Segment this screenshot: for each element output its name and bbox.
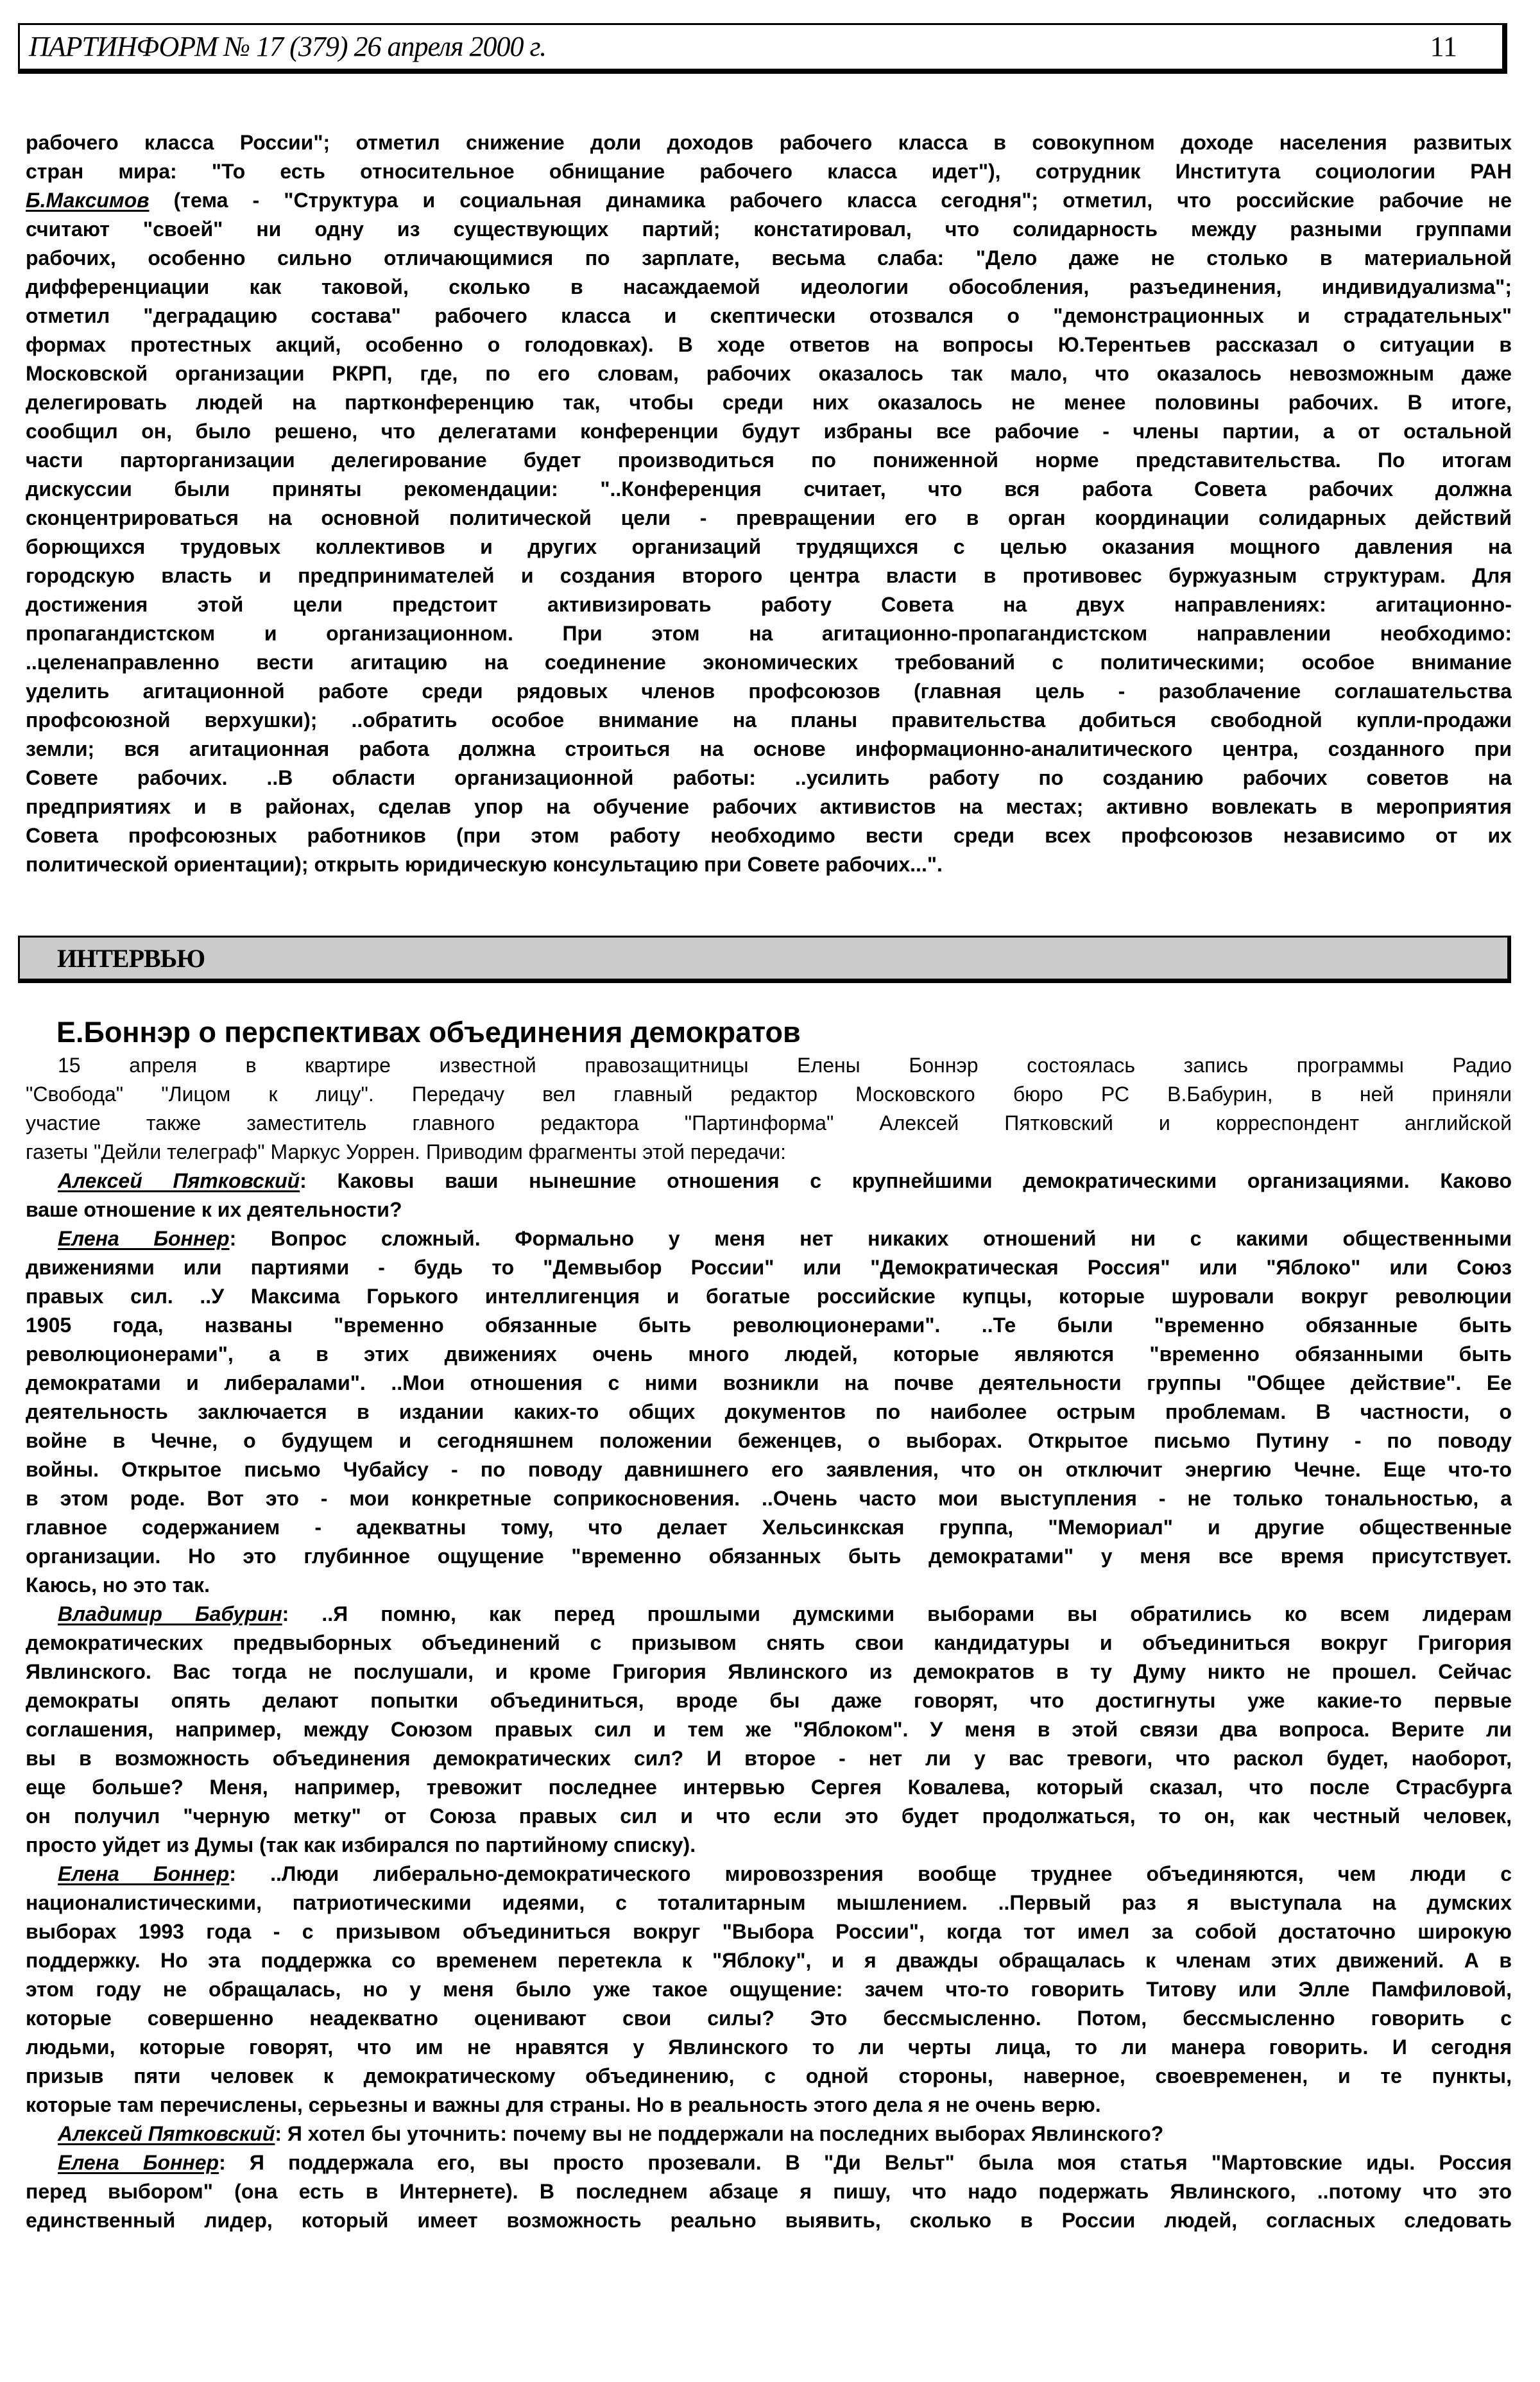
text-line: призыв пяти человек к демократическому объединению, с одной стороны, наверное, своевременен, и те пункты,: [26, 2064, 1512, 2087]
text-line: дискуссии были приняты рекомендации: "..Конференция считает, что вся работа Совета рабочих должна: [26, 477, 1512, 501]
text-line: рабочего класса России"; отметил снижение доли доходов рабочего класса в совокупном доходе населения развитых: [26, 131, 1512, 154]
newspaper-issue-title: ПАРТИНФОРМ № 17 (379) 26 апреля 2000 г.: [29, 31, 547, 62]
text-line: рабочих, особенно сильно отличающимися по зарплате, весьма слаба: "Дело даже не столько в материальной: [26, 246, 1512, 270]
section-bar: [18, 936, 1511, 983]
paragraph: [26, 1167, 1512, 1224]
text-line: революционерами", а в этих движениях очень много людей, которые являются "временно обязанными быть: [26, 1342, 1512, 1366]
text-line: части парторганизации делегирование будет производиться по пониженной норме представительства. По итогам: [26, 449, 1512, 472]
text-line: выборах 1993 года - с призывом объединиться вокруг "Выбора России", когда тот имел за собой достаточно широкую: [26, 1920, 1512, 1943]
text-line: поддержку. Но эта поддержка со временем перетекла к "Яблоку", и я дважды обращалась к членам этих движений. А в: [26, 1949, 1512, 1972]
text-line: Московской организации РКРП, где, по его словам, рабочих оказалось так мало, что оказалось невозможным даже: [26, 362, 1512, 385]
text-line: демократы опять делают попытки объединиться, вроде бы даже говорят, что достигнуты уже какие-то первые: [26, 1689, 1512, 1712]
text-line: уделить агитационной работе среди рядовых членов профсоюзов (главная цель - разоблачение соглашательства: [26, 680, 1512, 703]
line-text: (тема - "Структура и социальная динамика рабочего класса сегодня"; отметил, что российские рабочие не: [149, 189, 1512, 212]
text-line: пропагандистском и организационном. При этом на агитационно-пропагандистском направлении необходимо:: [26, 622, 1512, 645]
text-line: демократических предвыборных объединений с призывом снять свои кандидатуры и объединиться вокруг Григория: [26, 1631, 1512, 1654]
paragraph: [26, 2120, 1512, 2148]
text-line: [26, 1600, 1512, 1629]
page-number: 11: [1430, 31, 1457, 62]
paragraph: [26, 1860, 1512, 2120]
text-line: профсоюзной верхушки); ..обратить особое внимание на планы правительства добиться свободной купли-продажи: [26, 708, 1512, 732]
text-line: ..целенаправленно вести агитацию на соединение экономических требований с политическими; особое внимание: [26, 651, 1512, 674]
interview-dialogue: [26, 1167, 1512, 2235]
text-line: перед выбором" (она есть в Интернете). В последнем абзаце я пишу, что надо подержать Явлинского, ..потому что это: [26, 2180, 1512, 2203]
text-line: делегировать людей на партконференцию так, чтобы среди них оказалось не менее половины рабочих. В итоге,: [26, 391, 1512, 414]
text-line: единственный лидер, который имеет возможность реально выявить, сколько в России людей, согласных следовать: [26, 2209, 1512, 2232]
text-line: войны. Открытое письмо Чубайсу - по поводу давнишнего его заявления, что он отключит энергию Чечне. Еще что-то: [26, 1458, 1512, 1481]
speaker-name: Елена Боннер: [58, 1227, 230, 1250]
text-line: он получил "черную метку" от Союза правых сил и что если это будет продолжаться, то он, как честный человек,: [26, 1804, 1512, 1828]
text-line: достижения этой цели предстоит активизировать работу Совета на двух направлениях: агитационно-: [26, 593, 1512, 616]
line-text: : Каковы ваши нынешние отношения с крупнейшими демократическими организациями. Каково: [300, 1169, 1512, 1192]
text-line: главное содержанием - адекватны тому, что делает Хельсинкская группа, "Мемориал" и другие общественные: [26, 1516, 1512, 1539]
text-line: националистическими, патриотическими идеями, с тоталитарным мышлением. ..Первый раз я выступала на думских: [26, 1891, 1512, 1914]
text-line: [26, 2120, 1512, 2148]
text-line: которые совершенно неадекватно оценивают свои силы? Это бессмысленно. Потом, бессмысленно говорить с: [26, 2007, 1512, 2030]
text-line: Совете рабочих. ..В области организационной работы: ..усилить работу по созданию рабочих советов на: [26, 766, 1512, 789]
article-title: Е.Боннэр о перспективах объединения демократов: [56, 1016, 801, 1049]
text-line: соглашения, например, между Союзом правых сил и тем же "Яблоком". У меня в этой связи два вопроса. Верите ли: [26, 1718, 1512, 1741]
text-line: деятельность заключается в издании каких-то общих документов по наиболее острым проблемам. В частности, о: [26, 1400, 1512, 1423]
line-text: : Я поддержала его, вы просто прозевали. В "Ди Вельт" была моя статья "Мартовские иды. Россия: [219, 2151, 1512, 2174]
text-line: [26, 1224, 1512, 1253]
text-line: просто уйдет из Думы (так как избирался по партийному списку).: [26, 1833, 696, 1856]
text-line: земли; вся агитационная работа должна строиться на основе информационно-аналитического центра, созданного при: [26, 737, 1512, 760]
text-line: отметил "деградацию состава" рабочего класса и скептически отозвался о "демонстрационных и страдательных": [26, 304, 1512, 327]
text-line: борющихся трудовых коллективов и других организаций трудящихся с целью оказания мощного давления на: [26, 535, 1512, 558]
speaker-name: Б.Максимов: [26, 189, 150, 212]
text-line: Каюсь, но это так.: [26, 1573, 210, 1597]
speaker-name: Елена Боннер: [58, 2151, 219, 2174]
paragraph: [26, 1224, 1512, 1600]
paragraph: [26, 1051, 1512, 1167]
text-line: Явлинского. Вас тогда не послушали, и кроме Григория Явлинского из демократов в ту Думу никто не прошел. Сейчас: [26, 1660, 1512, 1683]
line-text: : ..Люди либерально-демократического мировоззрения вообще труднее объединяются, чем люди с: [229, 1862, 1512, 1885]
text-line: правых сил. ..У Максима Горького интеллигенция и богатые российские купцы, которые шуровали вокруг революции: [26, 1285, 1512, 1308]
text-line: предприятиях и в районах, сделав упор на обучение рабочих активистов на местах; активно вовлекать в мероприятия: [26, 795, 1512, 818]
text-line: 1905 года, названы "временно обязанные быть революционерами". ..Те были "временно обязанные быть: [26, 1314, 1512, 1337]
section-label: ИНТЕРВЬЮ: [57, 944, 205, 973]
speaker-name: Владимир Бабурин: [58, 1602, 282, 1625]
text-line: ваше отношение к их деятельности?: [26, 1198, 402, 1221]
line-text: : Я хотел бы уточнить: почему вы не поддержали на последних выборах Явлинского?: [275, 2122, 1164, 2145]
text-line: участие также заместитель главного редактора "Партинформа" Алексей Пятковский и корреспондент английской: [26, 1111, 1512, 1135]
paragraph: [26, 1600, 1512, 1860]
text-line: которые там перечислены, серьезны и важны для страны. Но в реальность этого дела я не очень верю.: [26, 2093, 1101, 2116]
text-line: этом году не обращалась, но у меня было уже такое ощущение: зачем что-то говорить Титову или Элле Памфиловой,: [26, 1978, 1512, 2001]
text-line: [26, 1860, 1512, 1889]
continued-article-text: [26, 128, 1512, 879]
text-line: организации. Но это глубинное ощущение "временно обязанных быть демократами" у меня все время присутствует.: [26, 1545, 1512, 1568]
text-line: дифференциации как таковой, сколько в насаждаемой идеологии обособления, разъединения, индивидуализма";: [26, 275, 1512, 298]
text-line: газеты "Дейли телеграф" Маркус Уоррен. Приводим фрагменты этой передачи:: [26, 1140, 786, 1163]
text-line: 15 апреля в квартире известной правозащитницы Елены Боннэр состоялась запись программы Радио: [58, 1054, 1512, 1077]
page-header: [18, 23, 1507, 74]
line-text: : Вопрос сложный. Формально у меня нет никаких отношений ни с какими общественными: [229, 1227, 1512, 1250]
text-line: людьми, которые говорят, что им не нравятся у Явлинского то ли черты лица, то ли манера говорить. И сегодня: [26, 2035, 1512, 2059]
paragraph: [26, 128, 1512, 879]
text-line: стран мира: "То есть относительное обнищание рабочего класса идет"), сотрудник Института социологии РАН: [26, 160, 1512, 183]
speaker-name: Алексей Пятковский: [58, 1169, 300, 1192]
text-line: демократами и либералами". ..Мои отношения с ними возникли на почве деятельности группы "Общее действие". Ее: [26, 1371, 1512, 1394]
text-line: в этом роде. Вот это - мои конкретные соприкосновения. ..Очень часто мои выступления - не только тональностью, а: [26, 1487, 1512, 1510]
text-line: движениями или партиями - будь то "Демвыбор России" или "Демократическая Россия" или "Яблоко" или Союз: [26, 1256, 1512, 1279]
article-intro: [26, 1051, 1512, 1167]
text-line: Совета профсоюзных работников (при этом работу необходимо вести среди всех профсоюзов независимо от их: [26, 824, 1512, 847]
text-line: городскую власть и предпринимателей и создания второго центра власти в противовес буржуазным структурам. Для: [26, 564, 1512, 587]
text-line: "Свобода" "Лицом к лицу". Передачу вел главный редактор Московского бюро РС В.Бабурин, в ней приняли: [26, 1083, 1512, 1106]
text-line: войне в Чечне, о будущем и сегодняшнем положении беженцев, о выборах. Открытое письмо Путину - по поводу: [26, 1429, 1512, 1452]
text-line: считают "своей" ни одну из существующих партий; констатировал, что солидарность между разными группами: [26, 218, 1512, 241]
text-line: формах протестных акций, особенно о голодовках). В ходе ответов на вопросы Ю.Терентьев рассказал о ситуации в: [26, 333, 1512, 356]
text-line: [26, 1167, 1512, 1195]
speaker-name: Алексей Пятковский: [58, 2122, 275, 2145]
text-line: сконцентрироваться на основной политической цели - превращении его в орган координации солидарных действий: [26, 506, 1512, 529]
text-line: [26, 2148, 1512, 2177]
line-text: : ..Я помню, как перед прошлыми думскими выборами вы обратились ко всем лидерам: [282, 1602, 1512, 1625]
text-line: сообщил он, было решено, что делегатами конференции будут избраны все рабочие - члены партии, а от остальной: [26, 420, 1512, 443]
paragraph: [26, 2148, 1512, 2235]
text-line: вы в возможность объединения демократических сил? И второе - нет ли у вас тревоги, что раскол будет, наоборот,: [26, 1747, 1512, 1770]
text-line: [26, 186, 1512, 215]
text-line: еще больше? Меня, например, тревожит последнее интервью Сергея Ковалева, который сказал, что после Страсбурга: [26, 1776, 1512, 1799]
speaker-name: Елена Боннер: [58, 1862, 230, 1885]
text-line: политической ориентации); открыть юридическую консультацию при Совете рабочих...".: [26, 853, 943, 876]
